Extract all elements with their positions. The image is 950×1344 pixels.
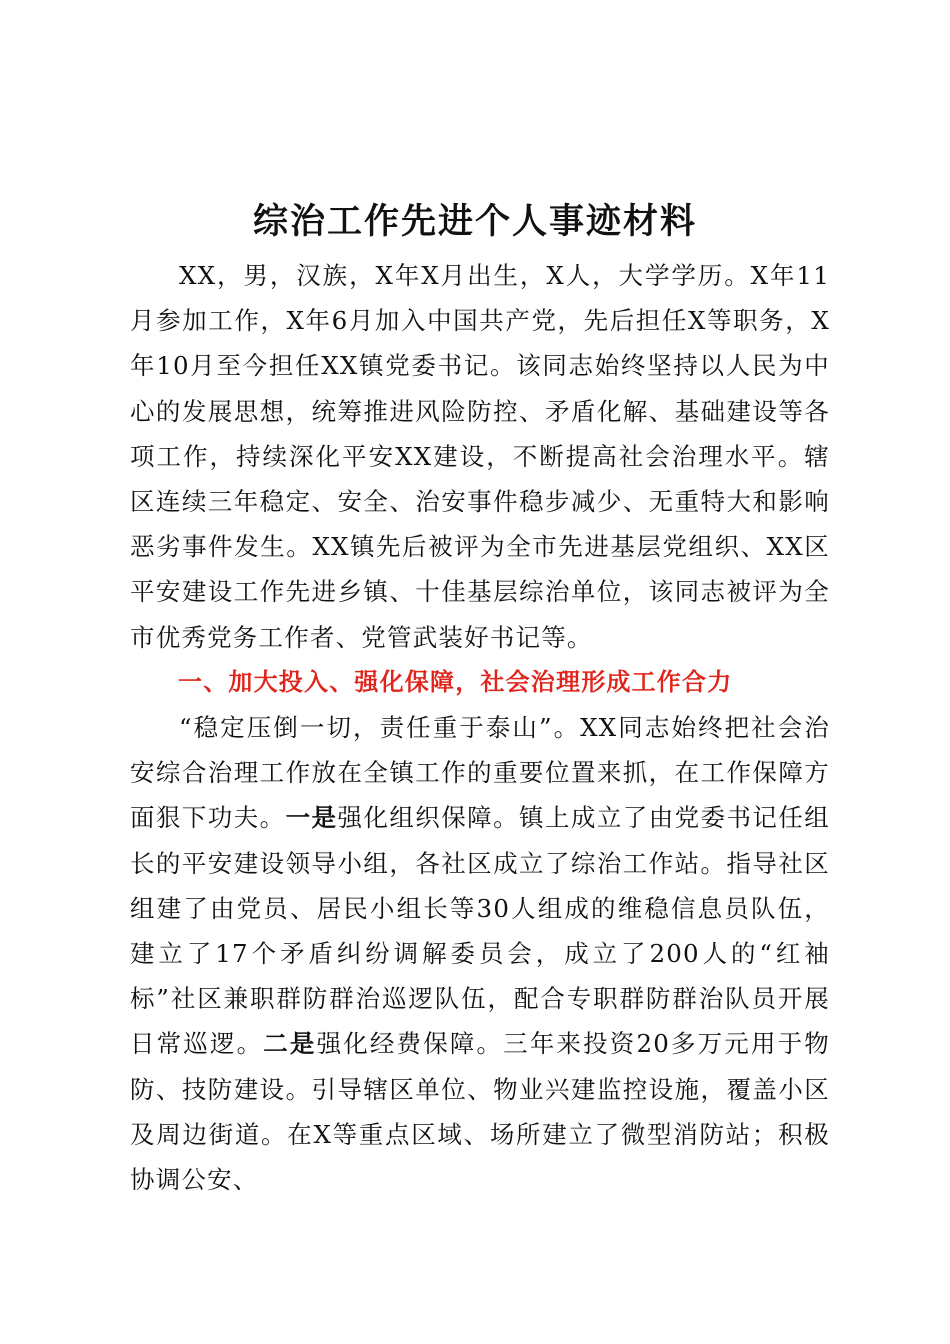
document-body — [130, 253, 830, 1202]
bold-marker-second: 二是 — [263, 1029, 317, 1059]
document-title: 综治工作先进个人事迹材料 — [252, 201, 697, 242]
paragraph-text: 强化经费保障。三年来投资20多万元用于物防、技防建设。引导辖区单位、物业兴建监控设施，覆盖小区及周边街道。在X等重点区域、场所建立了微型消防站；积极协调公安、 — [130, 1029, 830, 1195]
section-paragraph-1 — [130, 705, 830, 1202]
intro-paragraph: XX，男，汉族，X年X月出生，X人，大学学历。X年11月参加工作，X年6月加入中国共产党，先后担任X等职务，X年10月至今担任XX镇党委书记。该同志始终坚持以人民为中心的发展思想，统筹推进风险防控、矛盾化解、基础建设等各项工作，持续深化平安XX建设，不断提高社会治理水平。辖区连续三年稳定、安全、治安事件稳步减少、无重特大和影响恶劣事件发生。XX镇先后被评为全市先进基层党组织、XX区平安建设工作先进乡镇、十佳基层综治单位，该同志被评为全市优秀党务工作者、党管武装好书记等。 — [130, 261, 830, 652]
paragraph-text: 强化组织保障。镇上成立了由党委书记任组长的平安建设领导小组，各社区成立了综治工作站。指导社区组建了由党员、居民小组长等30人组成的维稳信息员队伍，建立了17个矛盾纠纷调解委员会，成立了200人的“红袖标”社区兼职群防群治巡逻队伍，配合专职群防群治队员开展日常巡逻。 — [130, 803, 830, 1059]
paragraph-text: “稳定压倒一切，责任重于泰山”。XX同志始终把社会治安综合治理工作放在全镇工作的重要位置来抓，在工作保障方面狠下功夫。 — [130, 713, 830, 833]
section-heading-1: 一、加大投入、强化保障，社会治理形成工作合力 — [178, 667, 733, 696]
bold-marker-first: 一是 — [285, 803, 338, 833]
